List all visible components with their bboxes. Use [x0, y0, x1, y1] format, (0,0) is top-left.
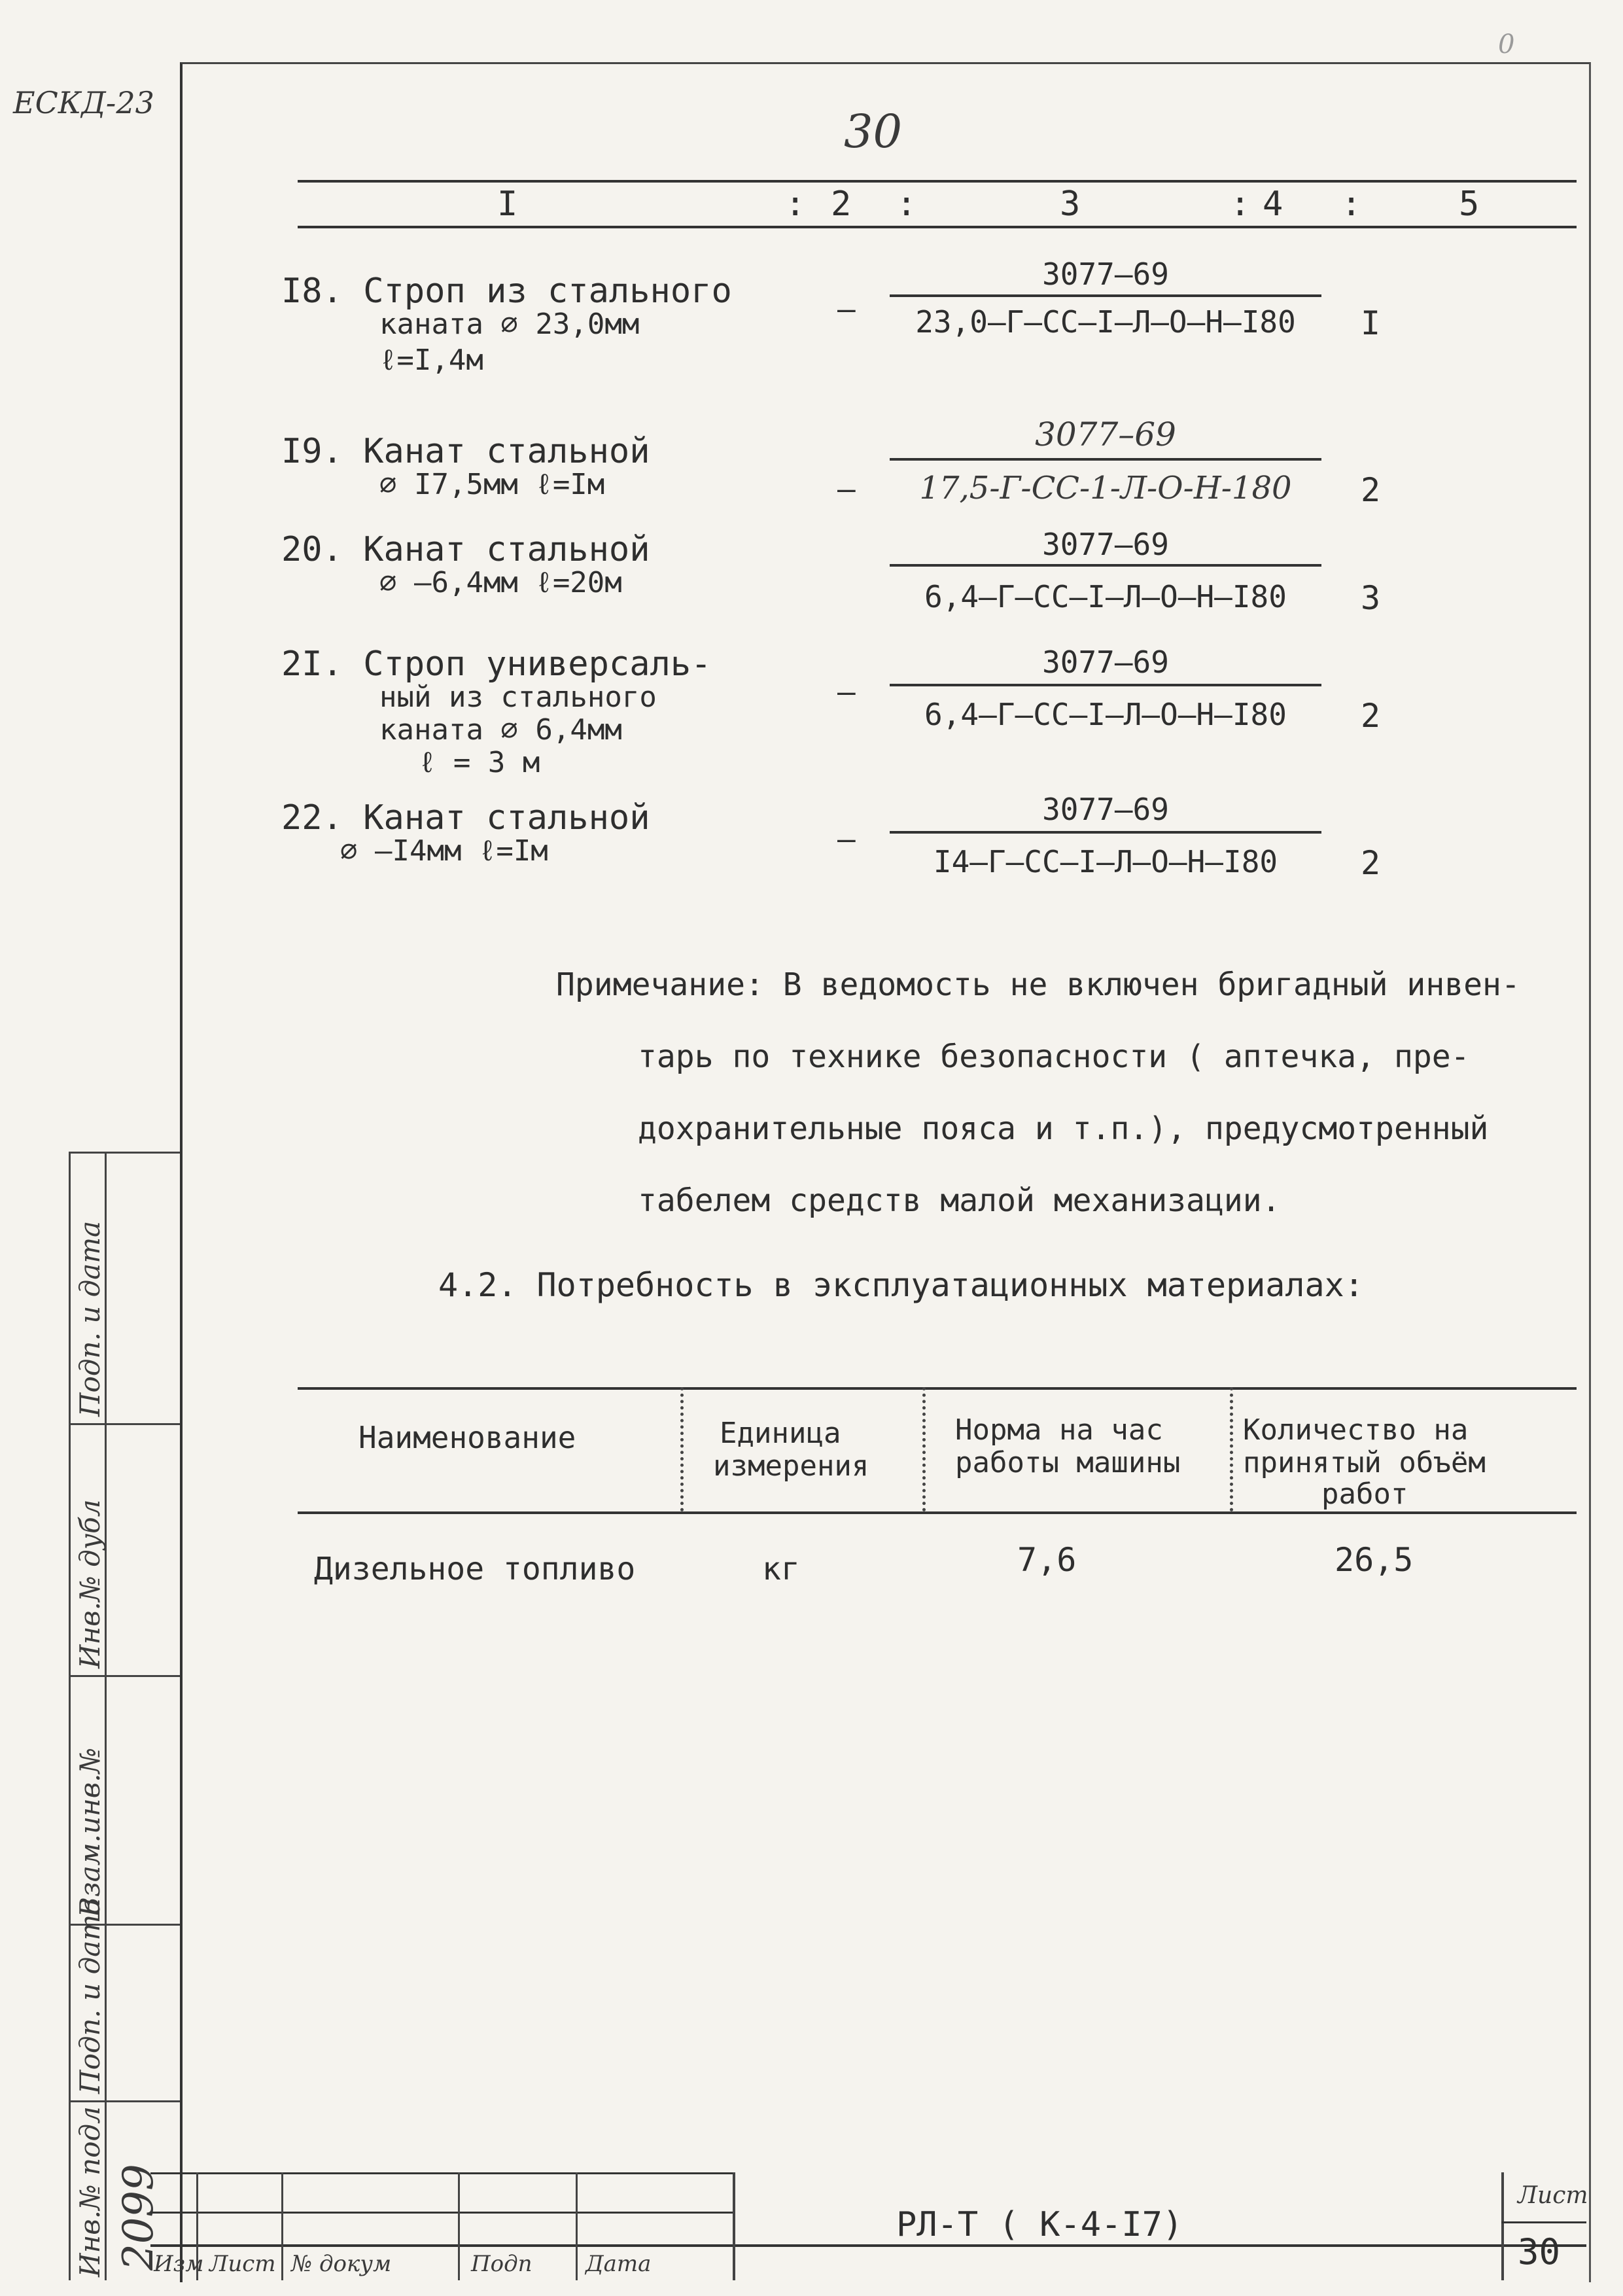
note-line: дохранительные пояса и т.п.), предусмотренный [638, 1110, 1489, 1147]
standard-designation: I4–Г–СС–I–Л–О–Н–I80 [933, 844, 1278, 879]
item-label-line: каната ⌀ 6,4мм [379, 713, 622, 747]
table-top-rule [298, 1387, 1577, 1390]
header-bottom-rule [298, 226, 1577, 228]
col-sep-2: : [896, 185, 917, 224]
fraction-line [890, 458, 1321, 461]
stamp-col [458, 2172, 460, 2280]
stamp-rule [150, 2172, 733, 2174]
sheet-label: Лист [1518, 2182, 1588, 2209]
stamp-col [576, 2172, 578, 2280]
sheet-number: 30 [1518, 2231, 1561, 2272]
side-label: Подп. и дата [74, 1220, 106, 1417]
standard-number: 3077–69 [1035, 415, 1176, 453]
item-label-line: I9. Канат стальной [281, 432, 650, 471]
table-col-divider [922, 1387, 926, 1511]
table-cell-name: Дизельное топливо [314, 1551, 636, 1587]
document-code: РЛ-Т ( К-4-I7) [896, 2205, 1183, 2244]
table-header-norm: работы машины [955, 1446, 1181, 1479]
side-cell-rule [69, 1423, 180, 1425]
side-label: Подп. и дата [74, 1898, 106, 2094]
col-header-1: I [497, 185, 518, 224]
stamp-col-label: № докум [291, 2251, 392, 2277]
table-header-name: Наименование [358, 1420, 576, 1455]
col-sep-4: : [1341, 185, 1362, 224]
top-right-stamp: 0 [1498, 29, 1515, 60]
item-label-line: ⌀ –I4мм ℓ=Iм [340, 834, 548, 868]
fraction-line [890, 564, 1321, 567]
section-title: 4.2. Потребность в эксплуатационных материалах: [438, 1266, 1364, 1304]
table-header-amount: принятый объём [1243, 1446, 1486, 1479]
table-header-rule [298, 1511, 1577, 1514]
standard-designation: 6,4–Г–СС–I–Л–О–Н–I80 [924, 579, 1287, 614]
table-header-unit: измерения [713, 1449, 869, 1483]
stamp-col-label: Изм [154, 2251, 204, 2277]
item-quantity: 2 [1361, 697, 1381, 735]
note-line: тарь по технике безопасности ( аптечка, пре- [638, 1038, 1470, 1075]
fraction-line [890, 831, 1321, 834]
col-header-5: 5 [1459, 185, 1480, 224]
side-cell-rule [69, 1675, 180, 1677]
item-quantity: I [1361, 304, 1381, 342]
standard-number: 3077–69 [1042, 792, 1169, 827]
stamp-col-label: Дата [585, 2251, 652, 2277]
standard-designation: 17,5-Г-СС-1-Л-О-Н-180 [919, 470, 1292, 506]
col-sep-1: : [785, 185, 806, 224]
table-header-amount: работ [1321, 1477, 1408, 1511]
item-label-line: I8. Строп из стального [281, 272, 732, 311]
item-label-line: ℓ=I,4м [379, 344, 483, 377]
table-col-divider [1230, 1387, 1233, 1511]
item-quantity: 2 [1361, 471, 1381, 509]
standard-designation: 6,4–Г–СС–I–Л–О–Н–I80 [924, 697, 1287, 732]
item-label-line: 22. Канат стальной [281, 798, 650, 838]
side-label: Взам.инв.№ [74, 1747, 106, 1917]
fraction-line [890, 684, 1321, 686]
stamp-col [281, 2172, 283, 2280]
table-col-divider [680, 1387, 684, 1511]
stamp-divider [1501, 2172, 1504, 2280]
col-header-3: 3 [1060, 185, 1081, 224]
note-line: табелем средств малой механизации. [638, 1182, 1281, 1219]
table-header-unit: Единица [720, 1417, 841, 1450]
header-top-rule [298, 180, 1577, 183]
table-header-amount: Количество на [1243, 1413, 1469, 1447]
item-label-line: ⌀ I7,5мм ℓ=Iм [379, 468, 605, 501]
item-dash: – [837, 821, 856, 857]
item-label-line: каната ⌀ 23,0мм [379, 308, 640, 341]
standard-designation: 23,0–Г–СС–I–Л–О–Н–I80 [915, 304, 1296, 340]
standard-number: 3077–69 [1042, 256, 1169, 292]
col-header-4: 4 [1263, 185, 1283, 224]
item-label-line: ℓ = 3 м [419, 746, 540, 779]
stamp-divider [733, 2172, 735, 2280]
item-dash: – [837, 291, 856, 327]
fraction-line [890, 294, 1321, 297]
table-cell-amount: 26,5 [1335, 1541, 1414, 1579]
side-cell-rule [69, 1152, 180, 1154]
col-sep-3: : [1230, 185, 1251, 224]
table-header-norm: Норма на час [955, 1413, 1163, 1447]
stamp-rule [1501, 2221, 1586, 2223]
side-label: Инв.№ дубл [74, 1499, 106, 1669]
table-cell-unit: кг [762, 1551, 800, 1587]
item-label-line: ⌀ –6,4мм ℓ=20м [379, 566, 622, 599]
note-line: Примечание: В ведомость не включен бригадный инвен- [556, 966, 1520, 1003]
stamp-col-label: Лист [209, 2251, 276, 2277]
side-cell-rule [69, 2100, 180, 2102]
col-header-2: 2 [831, 185, 852, 224]
side-label: Инв.№ подл [74, 2106, 106, 2277]
item-dash: – [837, 471, 856, 506]
item-label-line: 2I. Строп универсаль- [281, 645, 712, 684]
inventory-number: 2099 [114, 2164, 163, 2270]
standard-number: 3077–69 [1042, 527, 1169, 562]
item-quantity: 2 [1361, 844, 1381, 882]
item-quantity: 3 [1361, 579, 1381, 617]
page-number-hand: 30 [844, 105, 903, 158]
stamp-col-label: Подп [471, 2251, 532, 2277]
stamp-rule [150, 2244, 1586, 2247]
item-label-line: ный из стального [379, 680, 657, 714]
item-label-line: 20. Канат стальной [281, 530, 650, 569]
standard-number: 3077–69 [1042, 645, 1169, 680]
stamp-rule [150, 2212, 733, 2214]
table-cell-norm: 7,6 [1017, 1541, 1077, 1579]
item-dash: – [837, 674, 856, 709]
corner-code: ЕСКД-23 [13, 85, 154, 120]
